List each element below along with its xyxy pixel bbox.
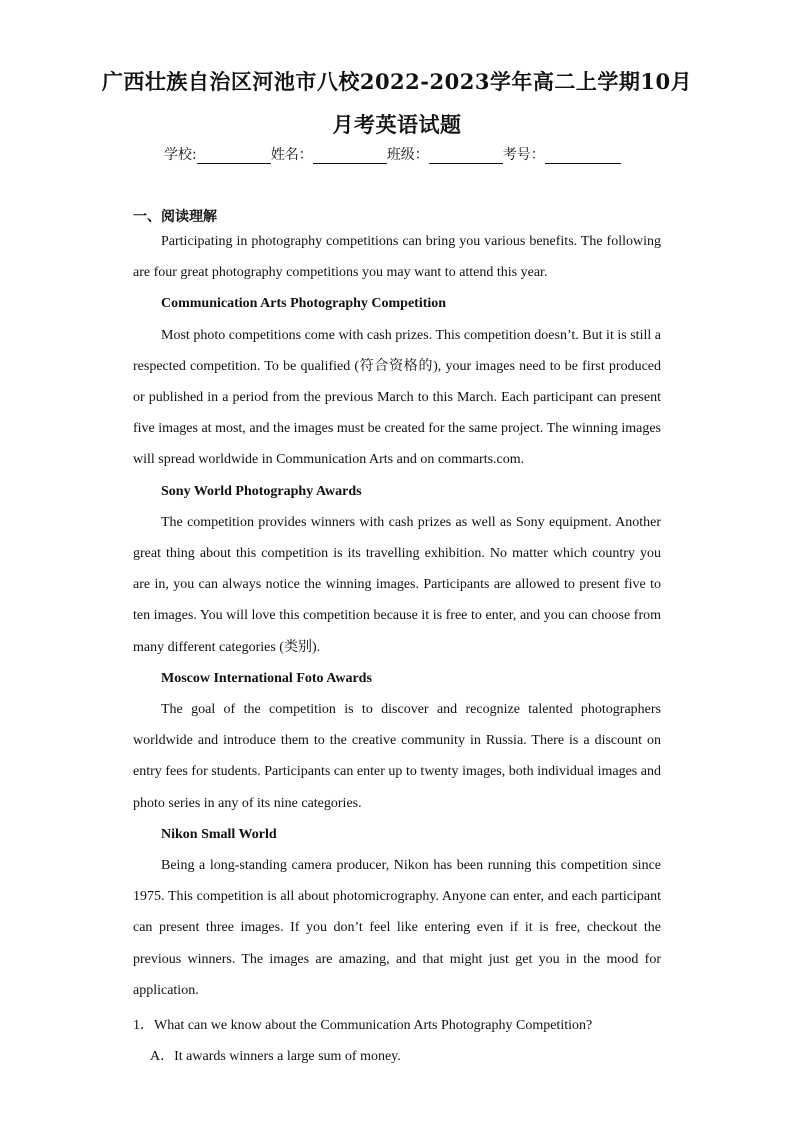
competition-text-3: The goal of the competition is to discover and recognize talented photographers worldwide and introduce them to the creative community in Russia. There is a discount on entry fees for students. Participants can enter up to twenty images, both individual images and photo series in any of its nine categories. [133, 702, 661, 811]
class-blank[interactable] [429, 149, 503, 164]
competition-heading-4: Nikon Small World [161, 826, 277, 842]
name-blank[interactable] [313, 149, 387, 164]
question-1: 1．What can we know about the Communication Arts Photography Competition? [133, 1018, 593, 1033]
section-title: 一、阅读理解 [133, 209, 217, 225]
reading-passage [133, 226, 661, 1006]
competition-heading-3: Moscow International Foto Awards [161, 670, 372, 686]
exam-title-line1: 广西壮族自治区河池市八校2022-2023学年高二上学期10月 [101, 69, 693, 94]
student-info-row [164, 144, 621, 164]
intro-paragraph: Participating in photography competitions can bring you various benefits. The following are four great photography competitions you may want to attend this year. [133, 234, 661, 281]
school-label: 学校: [164, 147, 197, 163]
class-label: 班级： [386, 147, 429, 163]
competition-heading-2: Sony World Photography Awards [161, 483, 362, 499]
exam-title-line2: 月考英语试题 [332, 112, 462, 137]
competition-text-4: Being a long-standing camera producer, Nikon has been running this competition since 1975. This competition is all about photomicrography. Anyone can enter, and each participant can present three images. If you don’t feel like entering even if it is free, checkout the previous winners. The images are amazing, and that might just get you in the mood for application. [133, 858, 661, 998]
question-1-option-a[interactable]: A．It awards winners a large sum of money. [150, 1049, 401, 1064]
competition-text-2: The competition provides winners with cash prizes as well as Sony equipment. Another great thing about this competition is its travelling exhibition. No matter which country you are in, you can always notice the winning images. Participants are allowed to present five to ten images. You will love this competition because it is free to enter, and you can choose from many different categories (类别). [133, 514, 661, 655]
number-label: 考号： [502, 147, 545, 163]
competition-text-1: Most photo competitions come with cash prizes. This competition doesn’t. But it is still a respected competition. To be qualified (符合资格的), your images need to be first produced or published in a period from the previous March to this March. Each participant can present five images at most, and the images must be created for the same project. The winning images will spread worldwide in Communication Arts and on commarts.com. [133, 327, 661, 468]
competition-heading-1: Communication Arts Photography Competition [161, 296, 447, 312]
number-blank[interactable] [545, 149, 621, 164]
name-label: 姓名： [270, 147, 313, 163]
school-blank[interactable] [197, 149, 271, 164]
